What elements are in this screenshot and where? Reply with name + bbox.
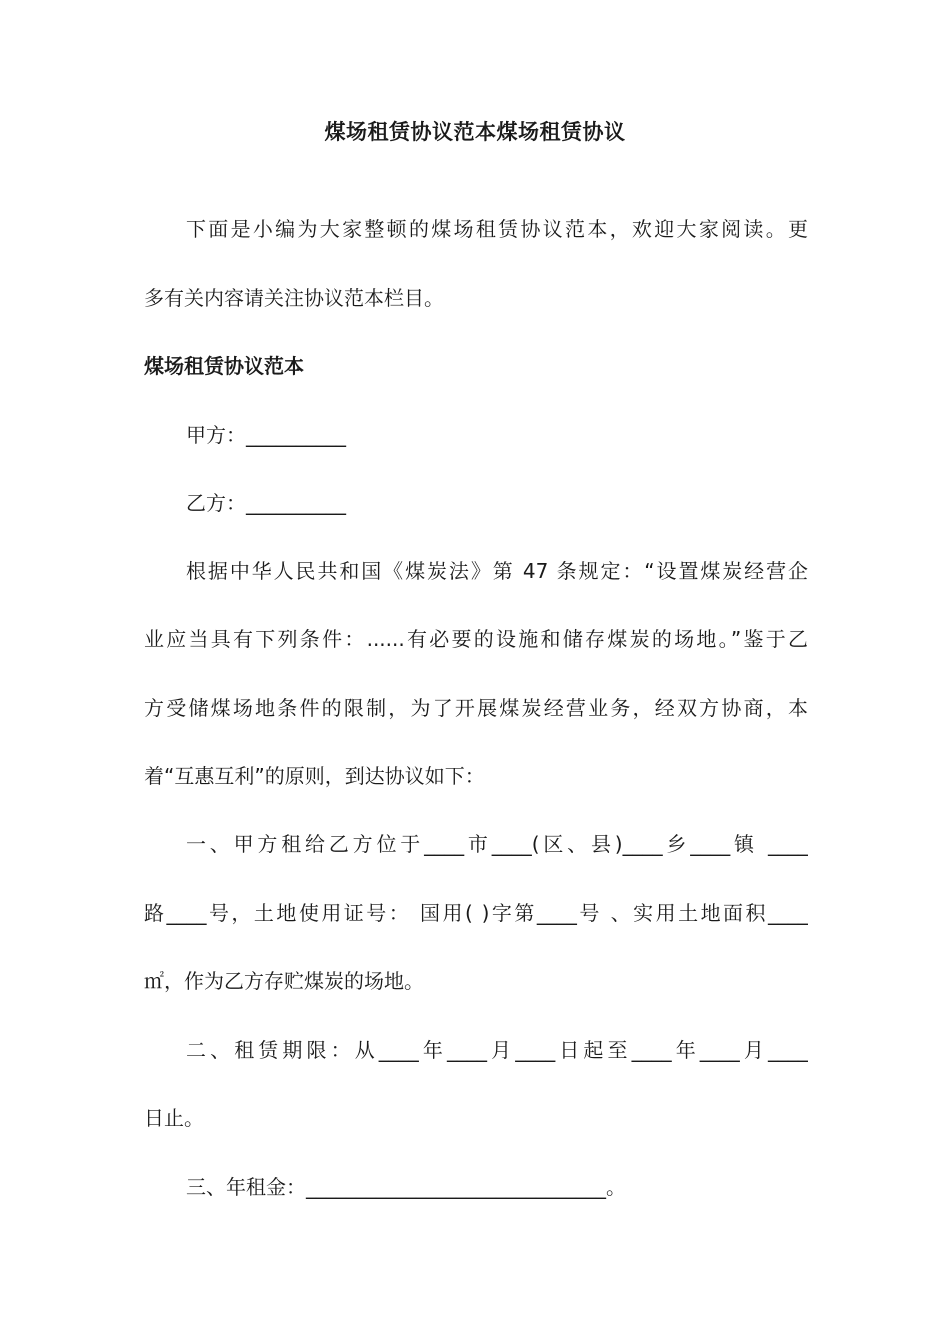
clause-2-line-1: 二、租赁期限：从____年____月____日起至____年____月____ [186, 1038, 808, 1062]
party-b-line: 乙方：__________ [186, 491, 346, 515]
basis-paragraph-line-3: 方受储煤场地条件的限制，为了开展煤炭经营业务，经双方协商，本 [144, 696, 808, 720]
basis-paragraph-line-1: 根据中华人民共和国《煤炭法》第 47 条规定：“设置煤炭经营企 [186, 559, 808, 583]
section-heading: 煤场租赁协议范本 [144, 354, 304, 378]
clause-2-line-2: 日止。 [144, 1106, 204, 1130]
clause-1-line-3: ㎡，作为乙方存贮煤炭的场地。 [144, 969, 424, 993]
party-a-line: 甲方：__________ [186, 423, 346, 447]
intro-paragraph-line-1: 下面是小编为大家整顿的煤场租赁协议范本，欢迎大家阅读。更 [186, 217, 808, 241]
clause-3-line-1: 三、年租金：______________________________。 [186, 1175, 626, 1199]
intro-paragraph-line-2: 多有关内容请关注协议范本栏目。 [144, 286, 444, 310]
basis-paragraph-line-4: 着“互惠互利”的原则，到达协议如下： [144, 764, 485, 788]
basis-paragraph-line-2: 业应当具有下列条件：......有必要的设施和储存煤炭的场地。”鉴于乙 [144, 627, 808, 651]
clause-1-line-2: 路____号，土地使用证号： 国用( )字第____号 、实用土地面积____ [144, 901, 808, 925]
document-title: 煤场租赁协议范本煤场租赁协议 [324, 120, 626, 144]
clause-1-line-1: 一、甲方租给乙方位于____市____(区、县)____乡____镇 ____ [186, 832, 808, 856]
